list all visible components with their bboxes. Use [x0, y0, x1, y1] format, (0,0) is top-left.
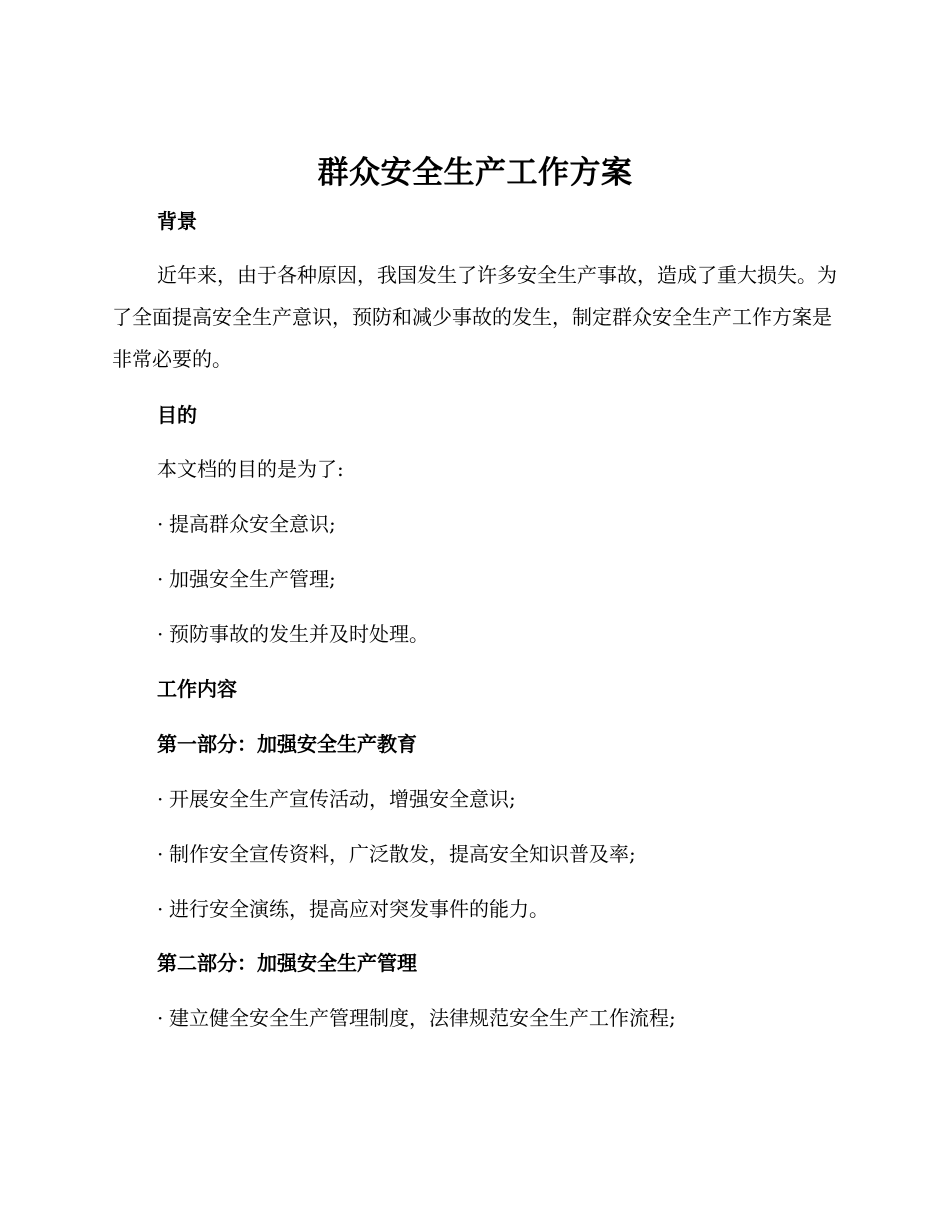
purpose-intro: 本文档的目的是为了: [157, 457, 344, 481]
list-item-text: 建立健全安全生产管理制度，法律规范安全生产工作流程; [169, 1006, 676, 1030]
background-paragraph: 近年来，由于各种原因，我国发生了许多安全生产事故，造成了重大损失。为了全面提高安全生产意识，预防和减少事故的发生，制定群众安全生产工作方案是非常必要的。 [112, 263, 837, 371]
bullet-marker: · [157, 512, 164, 536]
list-item-text: 开展安全生产宣传活动，增强安全意识; [169, 787, 516, 811]
list-item [157, 1004, 676, 1032]
section-heading-background: 背景 [157, 209, 197, 233]
list-item-text: 进行安全演练，提高应对突发事件的能力。 [169, 897, 549, 921]
bullet-marker: · [157, 622, 164, 646]
list-item [157, 510, 336, 538]
bullet-marker: · [157, 842, 164, 866]
list-item-text: 制作安全宣传资料，广泛散发，提高安全知识普及率; [169, 842, 636, 866]
subsection-heading-part2: 第二部分：加强安全生产管理 [157, 951, 417, 975]
section-heading-purpose: 目的 [157, 403, 197, 427]
bullet-marker: · [157, 897, 164, 921]
list-item [157, 895, 549, 923]
list-item-text: 加强安全生产管理; [169, 567, 336, 591]
bullet-marker: · [157, 787, 164, 811]
list-item [157, 565, 336, 593]
list-item-text: 预防事故的发生并及时处理。 [169, 622, 429, 646]
subsection-heading-part1: 第一部分：加强安全生产教育 [157, 732, 417, 756]
section-heading-work: 工作内容 [157, 677, 237, 701]
list-item [157, 785, 516, 813]
list-item [157, 840, 636, 868]
list-item [157, 620, 429, 648]
bullet-marker: · [157, 1006, 164, 1030]
list-item-text: 提高群众安全意识; [169, 512, 336, 536]
bullet-marker: · [157, 567, 164, 591]
document-title: 群众安全生产工作方案 [317, 155, 633, 191]
